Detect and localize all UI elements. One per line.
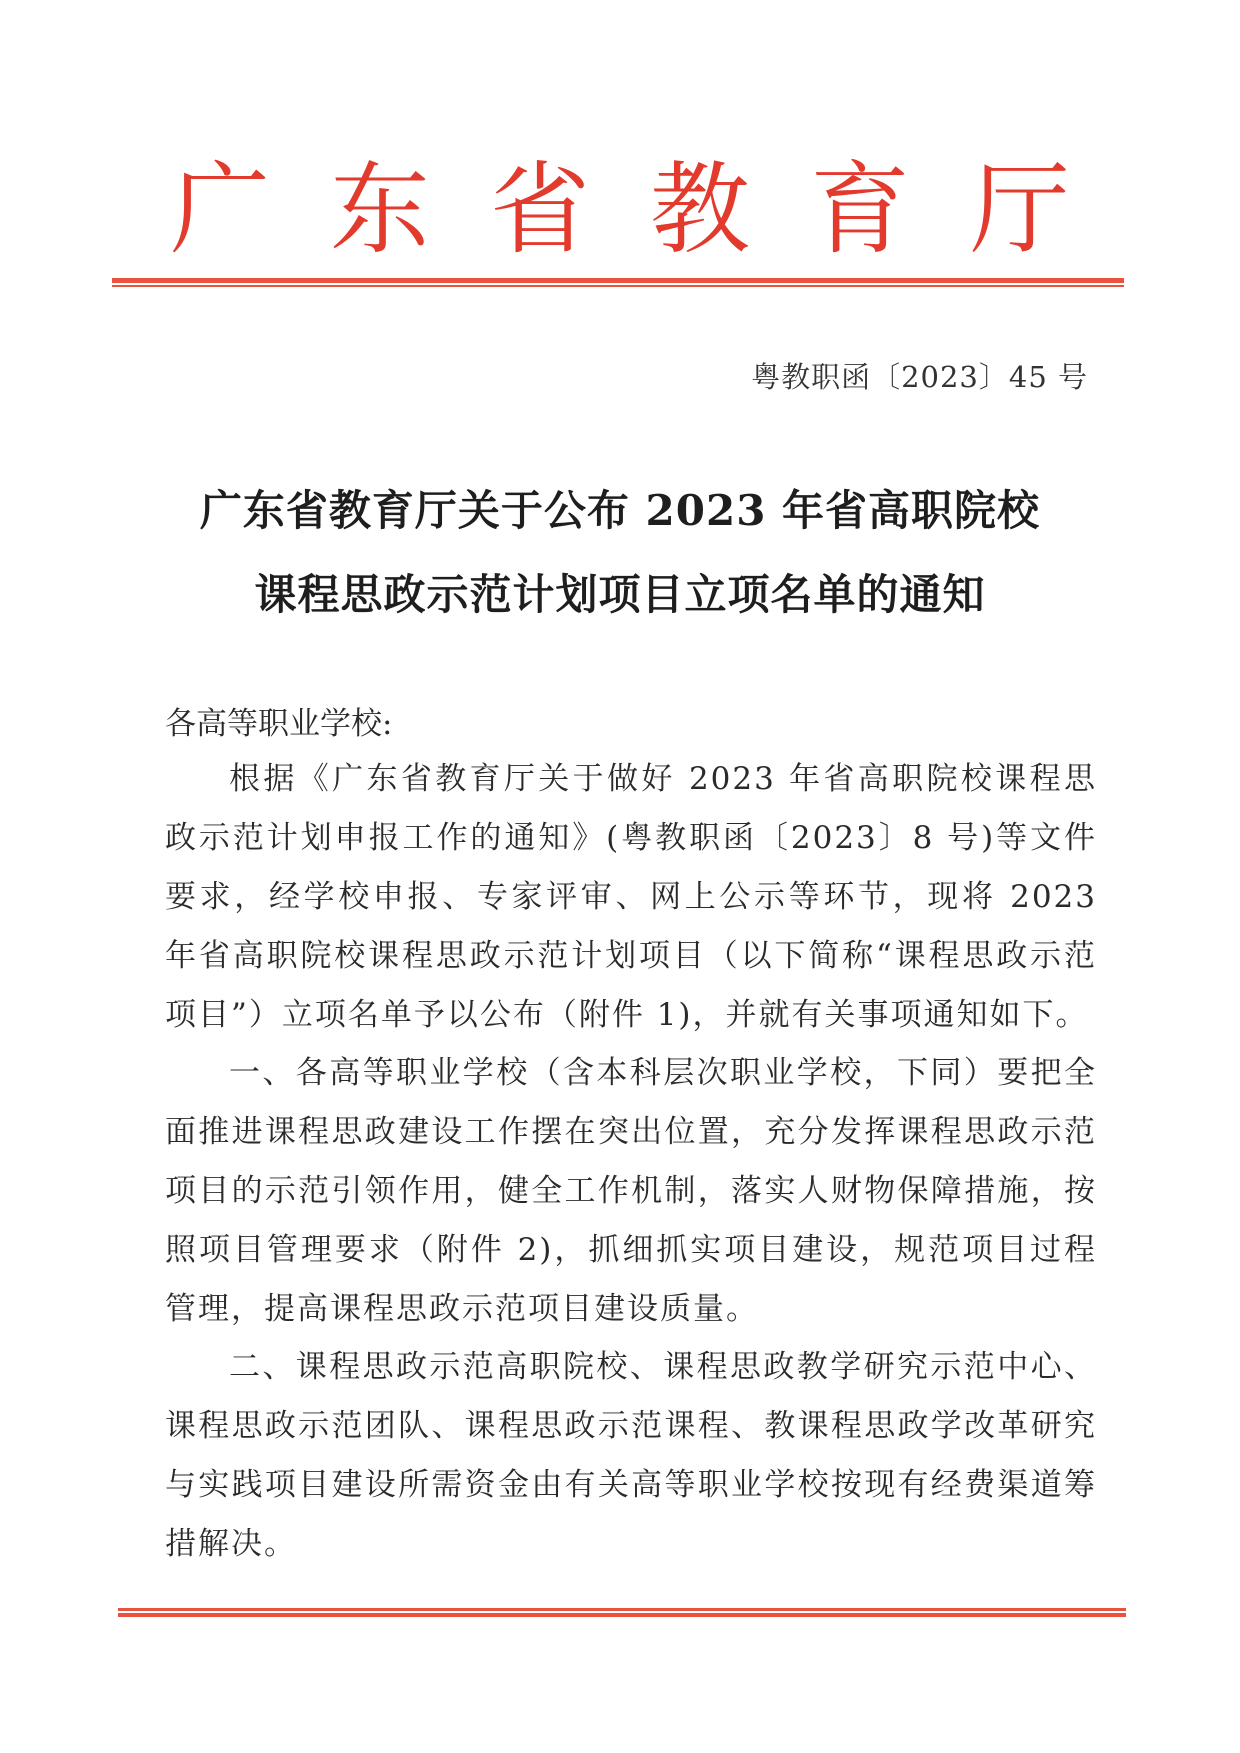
masthead-char: 省: [490, 151, 590, 268]
footer-red-rule: [118, 1608, 1126, 1618]
body-paragraph: 二、课程思政示范高职院校、课程思政教学研究示范中心、课程思政示范团队、课程思政示范课程、教课程思政学改革研究与实践项目建设所需资金由有关高等职业学校按现有经费渠道筹措解决。: [165, 1349, 1097, 1562]
document-title-line-2: 课程思政示范计划项目立项名单的通知: [254, 570, 986, 619]
body-paragraph: 根据《广东省教育厅关于做好 2023 年省高职院校课程思政示范计划申报工作的通知》(粤教职函〔2023〕8 号)等文件要求，经学校申报、专家评审、网上公示等环节，现将 2023 年省高职院校课程思政示范计划项目（以下简称“课程思政示范项目”）立项名单予以公布（附件 1)，并就有关事项通知如下。: [165, 761, 1097, 1033]
masthead-char: 育: [810, 151, 910, 268]
masthead-char: 广: [170, 151, 270, 268]
body-paragraph: 一、各高等职业学校（含本科层次职业学校，下同）要把全面推进课程思政建设工作摆在突出位置，充分发挥课程思政示范项目的示范引领作用，健全工作机制，落实人财物保障措施，按照项目管理要求（附件 2)，抓细抓实项目建设，规范项目过程管理，提高课程思政示范项目建设质量。: [165, 1055, 1097, 1327]
salutation: 各高等职业学校:: [165, 706, 393, 742]
document-number: 粤教职函〔2023〕45 号: [751, 360, 1088, 394]
header-red-rule: [112, 278, 1124, 288]
masthead-char: 教: [650, 151, 750, 268]
masthead-char: 东: [330, 151, 430, 268]
document-title-line-1: 广东省教育厅关于公布 2023 年省高职院校: [199, 486, 1041, 535]
masthead-char: 厅: [970, 151, 1070, 268]
agency-masthead: [170, 150, 1070, 270]
